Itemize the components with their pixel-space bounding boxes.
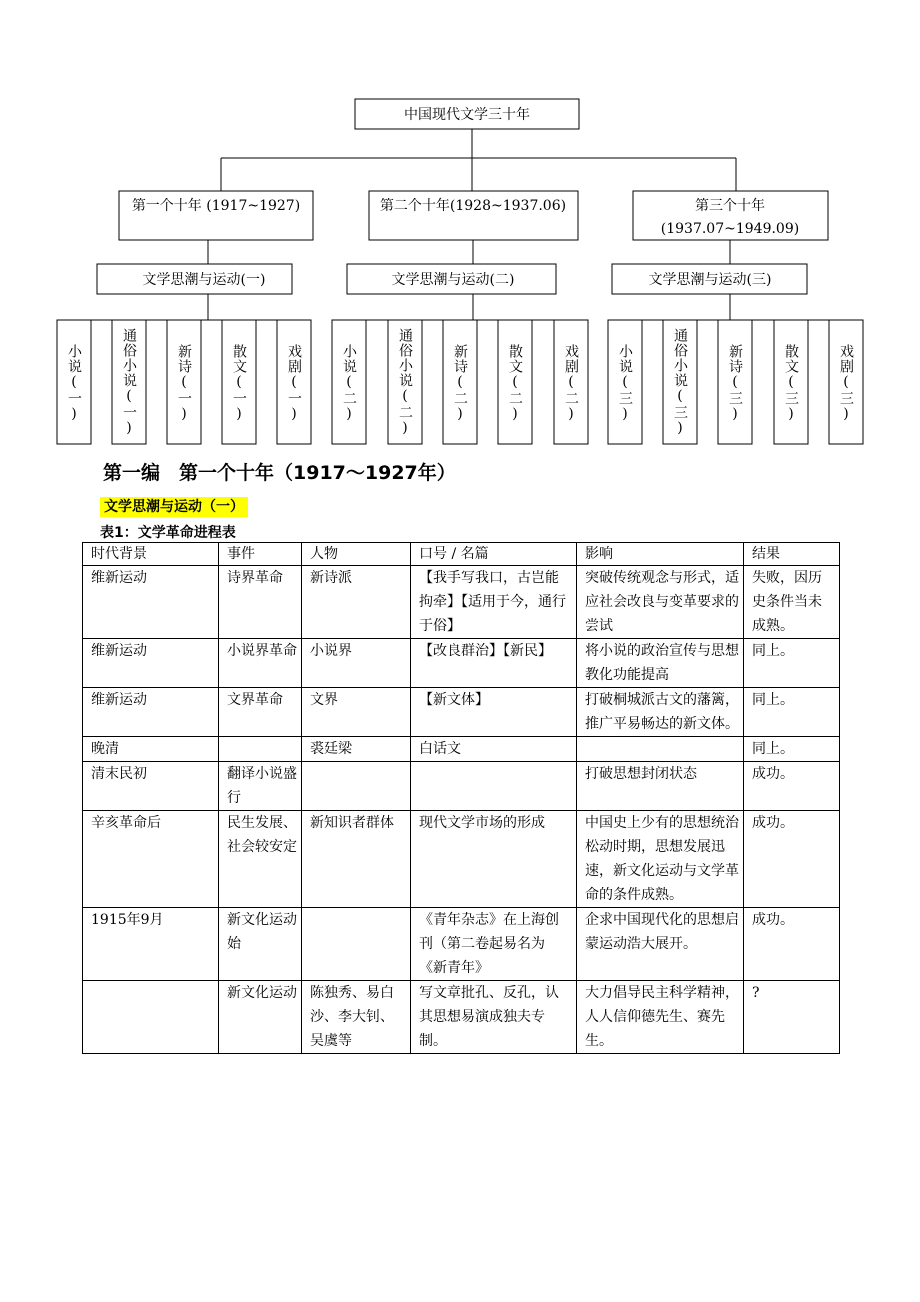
- cell-result: 失败，因历史条件当未成熟。: [744, 566, 840, 639]
- cell-impact: 企求中国现代化的思想启蒙运动浩大展开。: [577, 908, 744, 981]
- table-caption: 表1：文学革命进程表: [100, 525, 236, 541]
- genre-label: 戏剧(一): [286, 344, 302, 423]
- genre-label: 散文(二): [507, 344, 523, 423]
- cell-slogan: 现代文学市场的形成: [411, 811, 577, 908]
- movement-3-label: 文学思潮与运动(三): [648, 272, 772, 288]
- cell-result: 同上。: [744, 688, 840, 737]
- cell-background: [83, 981, 219, 1054]
- cell-event: 新文化运动始: [219, 908, 302, 981]
- cell-slogan: 白话文: [411, 737, 577, 762]
- cell-background: 清末民初: [83, 762, 219, 811]
- table-row: [83, 981, 840, 1054]
- cell-result: 成功。: [744, 811, 840, 908]
- cell-result: 成功。: [744, 762, 840, 811]
- genre-label: 新诗(三): [727, 344, 743, 423]
- revolution-progress-table: [82, 542, 840, 1054]
- cell-result: 成功。: [744, 908, 840, 981]
- header-cell: 人物: [302, 543, 411, 566]
- cell-impact: 打破思想封闭状态: [577, 762, 744, 811]
- cell-event: [219, 737, 302, 762]
- cell-background: 维新运动: [83, 688, 219, 737]
- cell-result: ?: [744, 981, 840, 1054]
- part-heading: 第一编 第一个十年（1917～1927年）: [103, 462, 456, 484]
- cell-impact: 突破传统观念与形式，适应社会改良与变革要求的尝试: [577, 566, 744, 639]
- table-row: [83, 566, 840, 639]
- cell-event: 新文化运动: [219, 981, 302, 1054]
- table-row: [83, 688, 840, 737]
- cell-background: 维新运动: [83, 566, 219, 639]
- cell-people: 裘廷梁: [302, 737, 411, 762]
- genre-label: 通俗小说(二): [397, 328, 413, 437]
- cell-event: 诗界革命: [219, 566, 302, 639]
- genre-label: 通俗小说(三): [672, 328, 688, 437]
- cell-background: 晚清: [83, 737, 219, 762]
- cell-people: 新诗派: [302, 566, 411, 639]
- genre-label: 小说(一): [66, 344, 82, 423]
- cell-event: 文界革命: [219, 688, 302, 737]
- cell-people: [302, 762, 411, 811]
- cell-background: 维新运动: [83, 639, 219, 688]
- cell-impact: 打破桐城派古文的藩篱，推广平易畅达的新文体。: [577, 688, 744, 737]
- cell-people: 陈独秀、易白沙、李大钊、吴虞等: [302, 981, 411, 1054]
- header-cell: 事件: [219, 543, 302, 566]
- section-highlight: 文学思潮与运动（一）: [100, 497, 248, 517]
- decade-3-range: (1937.07~1949.09): [660, 221, 800, 237]
- table-row: [83, 762, 840, 811]
- table-header-row: [83, 543, 840, 566]
- cell-slogan: 《青年杂志》在上海创刊（第二卷起易名为《新青年》: [411, 908, 577, 981]
- genre-label: 小说(三): [617, 344, 633, 423]
- genre-label: 新诗(二): [452, 344, 468, 423]
- decade-1-label: 第一个十年 (1917~1927): [131, 198, 301, 214]
- movement-1-label: 文学思潮与运动(一): [142, 272, 266, 288]
- cell-slogan: [411, 762, 577, 811]
- genre-label: 散文(一): [231, 344, 247, 423]
- cell-people: 小说界: [302, 639, 411, 688]
- header-cell: 时代背景: [83, 543, 219, 566]
- cell-background: 辛亥革命后: [83, 811, 219, 908]
- tree-root-label: 中国现代文学三十年: [404, 107, 530, 123]
- table-row: [83, 737, 840, 762]
- cell-people: 新知识者群体: [302, 811, 411, 908]
- header-cell: 口号 / 名篇: [411, 543, 577, 566]
- movement-2-label: 文学思潮与运动(二): [391, 272, 515, 288]
- decade-3-label: 第三个十年: [695, 198, 765, 214]
- cell-impact: [577, 737, 744, 762]
- genre-label: 戏剧(三): [838, 344, 854, 423]
- cell-event: 翻译小说盛行: [219, 762, 302, 811]
- cell-slogan: 【我手写我口，古岂能拘牵】【适用于今，通行于俗】: [411, 566, 577, 639]
- cell-result: 同上。: [744, 737, 840, 762]
- cell-impact: 将小说的政治宣传与思想教化功能提高: [577, 639, 744, 688]
- table-row: [83, 639, 840, 688]
- cell-impact: 大力倡导民主科学精神，人人信仰德先生、赛先生。: [577, 981, 744, 1054]
- cell-event: 民生发展、社会较安定: [219, 811, 302, 908]
- header-cell: 影响: [577, 543, 744, 566]
- cell-result: 同上。: [744, 639, 840, 688]
- table-row: [83, 908, 840, 981]
- cell-slogan: 【改良群治】【新民】: [411, 639, 577, 688]
- header-cell: 结果: [744, 543, 840, 566]
- cell-people: 文界: [302, 688, 411, 737]
- genre-label: 新诗(一): [176, 344, 192, 423]
- cell-event: 小说界革命: [219, 639, 302, 688]
- cell-slogan: 【新文体】: [411, 688, 577, 737]
- table-row: [83, 811, 840, 908]
- cell-background: 1915年9月: [83, 908, 219, 981]
- genre-label: 散文(三): [783, 344, 799, 423]
- cell-impact: 中国史上少有的思想统治松动时期，思想发展迅速，新文化运动与文学革命的条件成熟。: [577, 811, 744, 908]
- genre-label: 通俗小说(一): [121, 328, 137, 437]
- cell-slogan: 写文章批孔、反孔，认其思想易演成独夫专制。: [411, 981, 577, 1054]
- genre-label: 小说(二): [341, 344, 357, 423]
- cell-people: [302, 908, 411, 981]
- decade-2-label: 第二个十年(1928~1937.06): [379, 198, 567, 214]
- genre-label: 戏剧(二): [563, 344, 579, 423]
